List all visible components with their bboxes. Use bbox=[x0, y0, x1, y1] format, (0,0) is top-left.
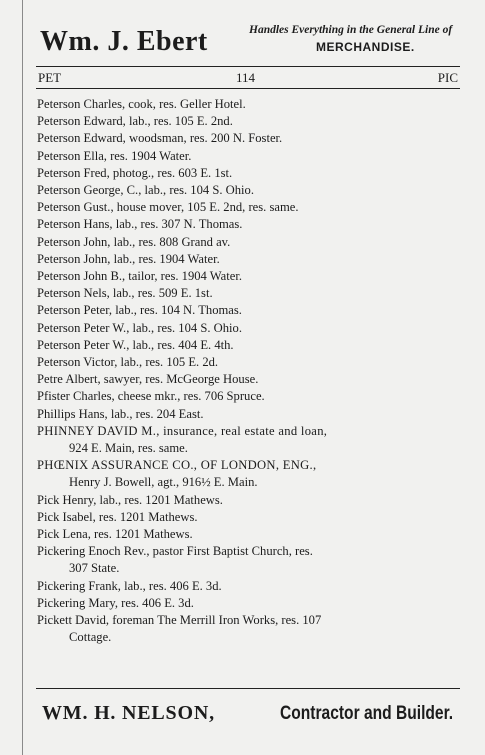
directory-entry: Peterson Edward, lab., res. 105 E. 2nd. bbox=[37, 114, 233, 129]
guide-word-last: PIC bbox=[437, 70, 458, 85]
directory-entry: Peterson John, lab., res. 1904 Water. bbox=[37, 251, 220, 266]
directory-entry: Petre Albert, sawyer, res. McGeorge House. bbox=[37, 372, 259, 387]
directory-entry-continuation: Cottage. bbox=[69, 630, 112, 645]
directory-entry: Pfister Charles, cheese mkr., res. 706 Spruce. bbox=[37, 389, 265, 404]
directory-entries bbox=[37, 96, 462, 647]
running-head bbox=[36, 70, 458, 86]
directory-entry: PHŒNIX ASSURANCE CO., OF LONDON, ENG., bbox=[37, 458, 317, 473]
directory-entry: Peterson Gust., house mover, 105 E. 2nd, res. same. bbox=[37, 200, 299, 215]
directory-entry: Peterson Victor, lab., res. 105 E. 2d. bbox=[37, 355, 219, 370]
bottom-advertisement bbox=[36, 700, 460, 732]
directory-entry: Peterson Ella, res. 1904 Water. bbox=[37, 148, 192, 163]
directory-entry: PHINNEY DAVID M., insurance, real estate and loan, bbox=[37, 423, 328, 438]
top-divider bbox=[36, 66, 460, 67]
top-advertisement bbox=[36, 18, 466, 64]
bottom-divider bbox=[36, 688, 460, 689]
directory-entry: Peterson Peter W., lab., res. 404 E. 4th. bbox=[37, 337, 234, 352]
directory-entry-continuation: Henry J. Bowell, agt., 916½ E. Main. bbox=[69, 475, 258, 490]
advertiser-subject: MERCHANDISE. bbox=[316, 40, 415, 54]
directory-entry: Peterson John, lab., res. 808 Grand av. bbox=[37, 234, 231, 249]
directory-entry: Pick Henry, lab., res. 1201 Mathews. bbox=[37, 492, 223, 507]
directory-entry: Phillips Hans, lab., res. 204 East. bbox=[37, 406, 204, 421]
directory-entry: Peterson Edward, woodsman, res. 200 N. Foster. bbox=[37, 131, 283, 146]
directory-entry: Peterson John B., tailor, res. 1904 Water. bbox=[37, 269, 242, 284]
directory-entry: Peterson Peter, lab., res. 104 N. Thomas. bbox=[37, 303, 242, 318]
directory-entry: Pick Lena, res. 1201 Mathews. bbox=[37, 527, 193, 542]
directory-entry: Pickett David, foreman The Merrill Iron Works, res. 107 bbox=[37, 613, 322, 628]
directory-entry: Peterson Charles, cook, res. Geller Hotel. bbox=[37, 97, 246, 111]
directory-entry-continuation: 307 State. bbox=[69, 561, 120, 576]
directory-entry: Peterson Fred, photog., res. 603 E. 1st. bbox=[37, 165, 233, 180]
directory-entry: Pickering Enoch Rev., pastor First Baptist Church, res. bbox=[37, 544, 313, 559]
advertiser-name: Wm. J. Ebert bbox=[40, 26, 208, 57]
directory-entry: Pickering Mary, res. 406 E. 3d. bbox=[37, 595, 194, 610]
directory-entry: Peterson Nels, lab., res. 509 E. 1st. bbox=[37, 286, 213, 301]
directory-entry: Peterson Peter W., lab., res. 104 S. Ohio. bbox=[37, 320, 242, 335]
guide-word-first: PET bbox=[38, 70, 62, 85]
directory-entry: Peterson Hans, lab., res. 307 N. Thomas. bbox=[37, 217, 243, 232]
advertiser-name-bottom: WM. H. NELSON, bbox=[42, 702, 215, 724]
advertiser-tagline-bottom: Contractor and Builder. bbox=[280, 703, 454, 724]
directory-entry-continuation: 924 E. Main, res. same. bbox=[69, 441, 188, 456]
directory-entry: Pickering Frank, lab., res. 406 E. 3d. bbox=[37, 578, 222, 593]
header-divider bbox=[36, 88, 460, 89]
directory-entry: Pick Isabel, res. 1201 Mathews. bbox=[37, 509, 198, 524]
directory-entry: Peterson George, C., lab., res. 104 S. Ohio. bbox=[37, 183, 254, 198]
page-number: 114 bbox=[236, 70, 256, 85]
advertiser-tagline: Handles Everything in the General Line of bbox=[249, 24, 453, 36]
page-margin-line bbox=[22, 0, 23, 755]
